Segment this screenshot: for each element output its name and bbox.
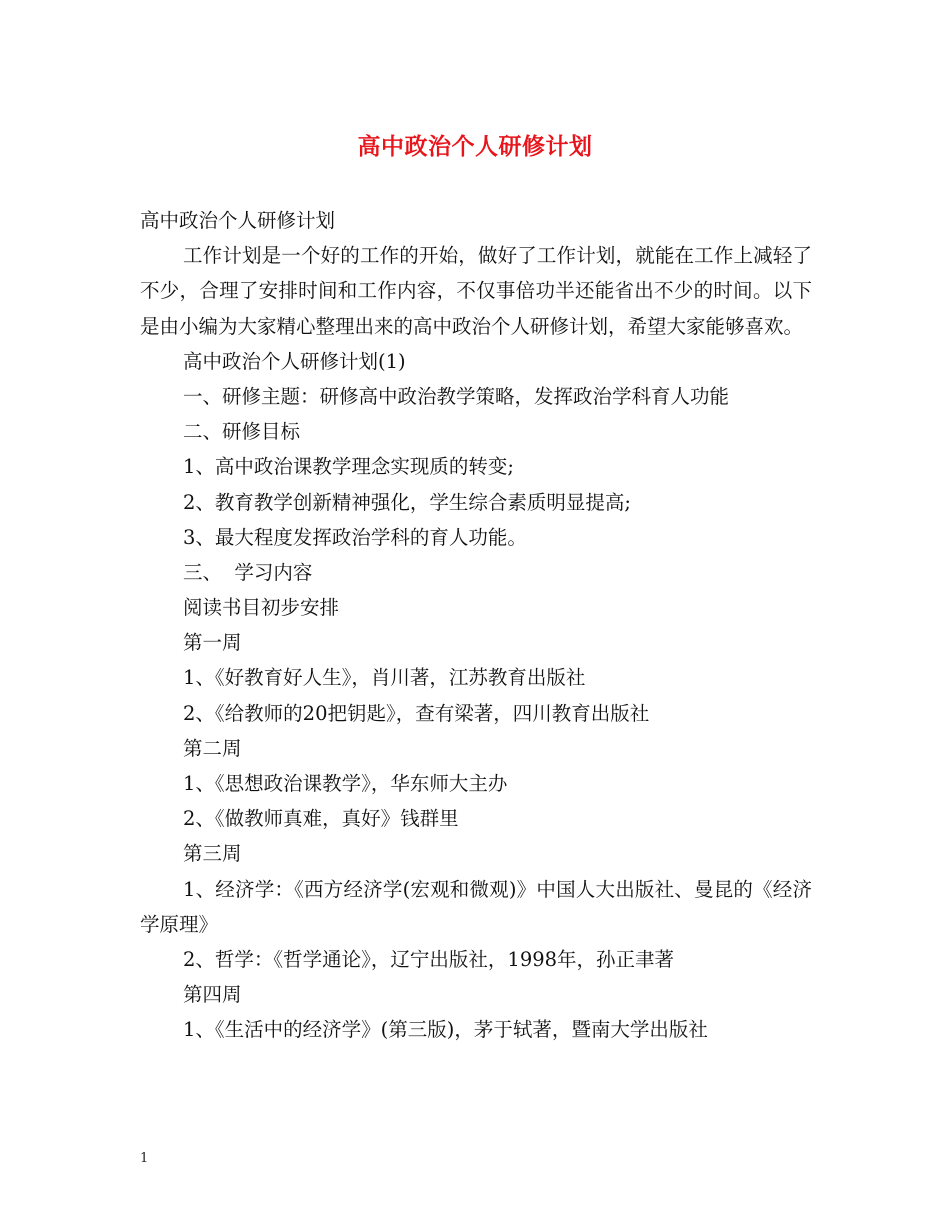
- body-line: 第一周: [183, 631, 242, 655]
- document-body: [140, 203, 812, 1048]
- intro-paragraph: 工作计划是一个好的工作的开始，做好了工作计划，就能在工作上减轻了不少，合理了安排时间和工作内容，不仅事倍功半还能省出不少的时间。以下是由小编为大家精心整理出来的高中政治个人研修计划，希望大家能够喜欢。: [140, 244, 812, 338]
- economics-reading-item: 1、经济学：《西方经济学(宏观和微观)》中国人大出版社、曼昆的《经济学原理》: [140, 877, 812, 936]
- body-line: 第四周: [183, 983, 242, 1007]
- body-line: 第三周: [183, 842, 242, 866]
- body-line: 1、高中政治课教学理念实现质的转变;: [183, 455, 514, 479]
- body-line: 第二周: [183, 736, 242, 760]
- body-line: 1、《好教育好人生》，肖川著，江苏教育出版社: [183, 666, 586, 690]
- body-line: 二、研修目标: [183, 420, 301, 444]
- body-line: 3、最大程度发挥政治学科的育人功能。: [183, 525, 527, 549]
- body-line: 2、教育教学创新精神强化，学生综合素质明显提高;: [183, 490, 631, 514]
- body-line: 三、 学习内容: [183, 560, 313, 584]
- body-line: 阅读书目初步安排: [183, 596, 340, 620]
- body-line: 2、哲学：《哲学通论》，辽宁出版社，1998年，孙正聿著: [183, 948, 675, 972]
- body-line: 1、《思想政治课教学》，华东师大主办: [183, 772, 508, 796]
- document-subtitle: 高中政治个人研修计划: [140, 209, 336, 232]
- document-title: 高中政治个人研修计划: [357, 133, 593, 160]
- body-line: 一、研修主题：研修高中政治教学策略，发挥政治学科育人功能: [183, 384, 730, 408]
- body-line: 高中政治个人研修计划(1): [183, 349, 406, 373]
- body-line: 2、《做教师真难，真好》钱群里: [183, 807, 459, 831]
- page-number: 1: [140, 1151, 149, 1166]
- body-line: 1、《生活中的经济学》(第三版)，茅于轼著，暨南大学出版社: [183, 1018, 708, 1042]
- body-line: 2、《给教师的20把钥匙》，查有梁著，四川教育出版社: [183, 701, 650, 725]
